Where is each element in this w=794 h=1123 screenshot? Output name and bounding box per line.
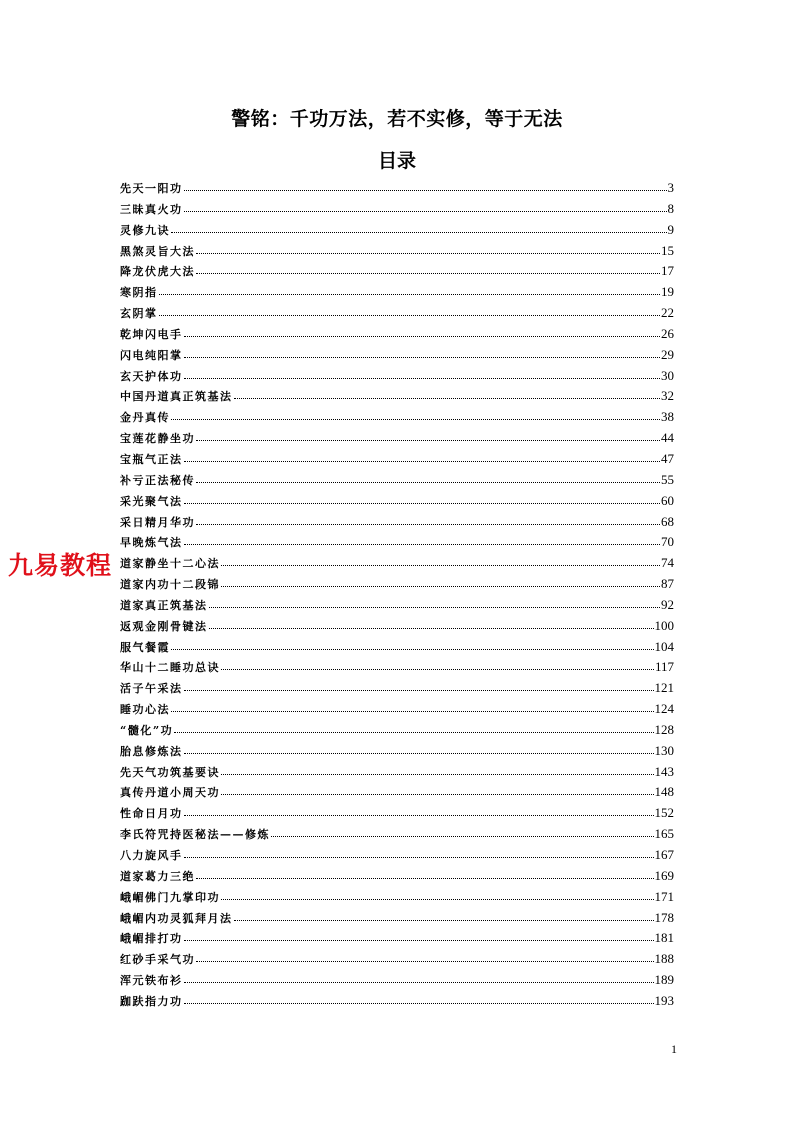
dot-leader [174,731,653,733]
toc-entry-page: 70 [661,534,674,550]
toc-entry[interactable] [120,845,674,866]
toc-entry[interactable] [120,928,674,949]
toc-entry[interactable] [120,532,674,553]
toc-entry-title: 金丹真传 [120,411,170,425]
toc-entry[interactable] [120,407,674,428]
toc-entry-title: 华山十二睡功总诀 [120,661,220,675]
dot-leader [171,231,667,233]
toc-entry-title: 宝莲花静坐功 [120,432,195,446]
dot-leader [184,939,654,941]
toc-entry-page: 29 [661,346,674,362]
toc-entry[interactable] [120,199,674,220]
toc-entry-page: 9 [667,221,674,237]
toc-entry[interactable] [120,428,674,449]
toc-title: 目录 [377,150,416,172]
dot-leader [234,397,661,399]
dot-leader [184,210,667,212]
toc-entry-title: 峨嵋佛门九掌印功 [120,890,220,904]
toc-entry[interactable] [120,949,674,970]
toc-entry-title: 降龙伏虎大法 [120,265,195,279]
toc-entry-title: 道家葛力三绝 [120,869,195,883]
toc-entry[interactable] [120,678,674,699]
dot-leader [184,1002,654,1004]
toc-entry-page: 171 [654,888,674,904]
dot-leader [196,272,660,274]
toc-entry[interactable] [120,970,674,991]
toc-entry[interactable] [120,782,674,803]
toc-entry-page: 117 [654,659,674,675]
toc-entry[interactable] [120,303,674,324]
toc-entry-page: 128 [654,721,674,737]
dot-leader [184,356,661,358]
dot-leader [159,314,661,316]
toc-entry[interactable] [120,345,674,366]
toc-entry-title: 性命日月功 [120,807,183,821]
dot-leader [221,668,654,670]
dot-leader [184,689,654,691]
watermark-logo: 九易教程 [8,546,112,582]
toc-entry-page: 169 [654,867,674,883]
toc-entry-page: 19 [661,284,674,300]
toc-entry-title: 玄阴掌 [120,307,158,321]
toc-entry[interactable] [120,741,674,762]
toc-entry[interactable] [120,616,674,637]
toc-entry[interactable] [120,470,674,491]
toc-entry-title: 闪电纯阳掌 [120,348,183,362]
toc-entry-page: 74 [661,555,674,571]
dot-leader [221,564,660,566]
dot-leader [196,481,660,483]
toc-entry-title: 早晚炼气法 [120,536,183,550]
toc-entry-title: 乾坤闪电手 [120,327,183,341]
toc-entry[interactable] [120,386,674,407]
toc-entry-title: 玄天护体功 [120,369,183,383]
dot-leader [221,773,654,775]
toc-entry-title: 道家真正筑基法 [120,598,208,612]
page-number: 1 [671,1042,677,1056]
toc-entry-page: 189 [654,972,674,988]
dot-leader [184,814,654,816]
toc-entry-page: 193 [654,992,674,1008]
toc-entry[interactable] [120,366,674,387]
toc-entry-page: 17 [661,263,674,279]
toc-entry[interactable] [120,991,674,1012]
toc-entry-page: 104 [654,638,674,654]
toc-entry-title: 胎息修炼法 [120,744,183,758]
dot-leader [159,293,661,295]
dot-leader [221,793,654,795]
toc-entry[interactable] [120,449,674,470]
toc-entry[interactable] [120,866,674,887]
toc-entry-title: 红砂手采气功 [120,953,195,967]
toc-entry-page: 38 [661,409,674,425]
toc-entry-page: 121 [654,680,674,696]
toc-entry-title: 采日精月华功 [120,515,195,529]
toc-entry-page: 188 [654,951,674,967]
toc-entry-title: 三昧真火功 [120,202,183,216]
dot-leader [196,877,654,879]
toc-entry[interactable] [120,595,674,616]
dot-leader [221,585,660,587]
toc-entry-page: 152 [654,805,674,821]
toc-entry-page: 26 [661,325,674,341]
dot-leader [184,752,654,754]
toc-entry[interactable] [120,553,674,574]
motto-heading: 警铭：千功万法，若不实修，等于无法 [231,108,563,130]
toc-entry[interactable] [120,908,674,929]
dot-leader [196,252,660,254]
toc-entry-title: 灵修九诀 [120,223,170,237]
toc-entry-title: 先天气功筑基要诀 [120,765,220,779]
toc-entry-title: 采光聚气法 [120,494,183,508]
toc-entry-title: 真传丹道小周天功 [120,786,220,800]
toc-entry-page: 32 [661,388,674,404]
toc-entry-page: 47 [661,450,674,466]
toc-entry-page: 8 [667,200,674,216]
toc-entry-title: 补亏正法秘传 [120,473,195,487]
toc-entry-page: 124 [654,701,674,717]
toc-entry-page: 92 [661,596,674,612]
toc-entry[interactable] [120,220,674,241]
dot-leader [271,835,654,837]
toc-entry[interactable] [120,178,674,199]
dot-leader [184,856,654,858]
toc-entry-page: 87 [661,576,674,592]
toc-entry[interactable] [120,657,674,678]
toc-entry-page: 148 [654,784,674,800]
dot-leader [184,502,661,504]
toc-entry-title: 中国丹道真正筑基法 [120,390,233,404]
toc-entry-title: 道家静坐十二心法 [120,557,220,571]
toc-entry[interactable] [120,512,674,533]
toc-entry-title: 宝瓶气正法 [120,452,183,466]
toc-entry-page: 44 [661,430,674,446]
toc-entry[interactable] [120,637,674,658]
toc-entry[interactable] [120,824,674,845]
toc-entry-page: 130 [654,742,674,758]
toc-entry-page: 22 [661,305,674,321]
dot-leader [171,648,654,650]
toc-entry-title: 寒阴指 [120,286,158,300]
toc-entry-title: 李氏符咒持医秘法——修炼 [120,828,270,842]
toc-entry-page: 165 [654,826,674,842]
dot-leader [196,523,660,525]
dot-leader [234,919,654,921]
toc-entry[interactable] [120,762,674,783]
toc-entry-page: 100 [654,617,674,633]
toc-entry-title: “髓化”功 [120,723,174,737]
toc-entry-title: 活子午采法 [120,682,183,696]
toc-entry-title: 峨嵋排打功 [120,932,183,946]
toc-entry[interactable] [120,699,674,720]
toc-entry-page: 181 [654,930,674,946]
toc-entry-page: 55 [661,471,674,487]
toc-entry[interactable] [120,324,674,345]
toc-entry[interactable] [120,803,674,824]
toc-entry-title: 先天一阳功 [120,182,183,195]
dot-leader [171,710,654,712]
toc-entry-page: 15 [661,242,674,258]
toc-entry-title: 睡功心法 [120,703,170,717]
dot-leader [221,898,654,900]
toc-entry-title: 跏趺指力功 [120,994,183,1008]
dot-leader [184,981,654,983]
toc-entry[interactable] [120,261,674,282]
toc-entry[interactable] [120,491,674,512]
toc-entry-title: 峨嵋内功灵狐拜月法 [120,911,233,925]
toc-entry-page: 167 [654,847,674,862]
dot-leader [184,377,661,379]
toc-entry[interactable] [120,282,674,303]
toc-entry[interactable] [120,241,674,262]
toc-entry-title: 道家内功十二段锦 [120,578,220,592]
dot-leader [184,189,667,191]
dot-leader [196,439,660,441]
toc-entry-page: 30 [661,367,674,383]
dot-leader [184,460,661,462]
toc-entry-title: 浑元铁布衫 [120,974,183,988]
toc-entry-title: 服气餐霞 [120,640,170,654]
dot-leader [209,606,661,608]
toc-entry[interactable] [120,887,674,908]
dot-leader [184,543,661,545]
dot-leader [209,627,654,629]
toc-entry[interactable] [120,574,674,595]
toc-entry-page: 3 [667,180,674,195]
toc-entry-page: 68 [661,513,674,529]
dot-leader [171,418,660,420]
toc-entry-title: 返观金刚骨键法 [120,619,208,633]
toc-entry-page: 60 [661,492,674,508]
table-of-contents [120,178,674,1012]
toc-entry[interactable] [120,720,674,741]
dot-leader [196,960,654,962]
toc-entry-title: 八力旋风手 [120,849,183,862]
toc-entry-page: 178 [654,909,674,925]
toc-entry-title: 黑煞灵旨大法 [120,244,195,258]
toc-entry-page: 143 [654,763,674,779]
dot-leader [184,335,661,337]
